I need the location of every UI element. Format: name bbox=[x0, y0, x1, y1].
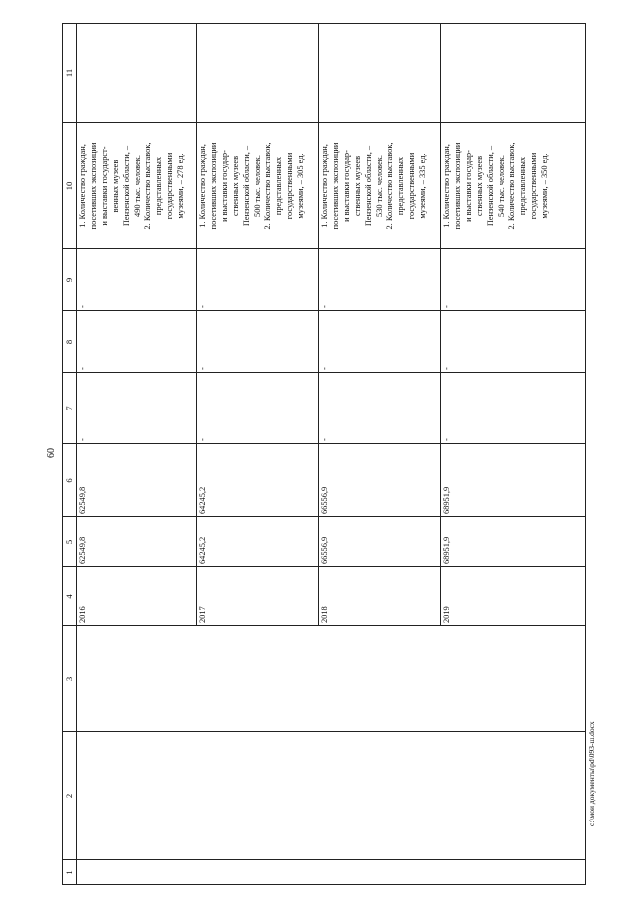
column-number: 9 bbox=[64, 277, 74, 283]
cell-value: - bbox=[198, 367, 207, 370]
cell-value: 62549,8 bbox=[78, 486, 87, 514]
cell-value: - bbox=[442, 367, 451, 370]
cell-value: 68951,9 bbox=[442, 536, 451, 564]
cell-value: - bbox=[78, 367, 87, 370]
row-year: 2017 bbox=[198, 606, 207, 623]
column-number: 4 bbox=[64, 594, 74, 599]
column-separator bbox=[62, 310, 586, 311]
data-table bbox=[62, 23, 586, 885]
column-separator bbox=[62, 625, 586, 626]
cell-value: - bbox=[442, 305, 451, 308]
indicator-description: 1. Количество граждан, посетивших экспозиции и выставки государ- ственных музеев Пензенской области, – 540 тыс. человек. 2. Количество выставок, представленных государственными музеями, – 350 ед. bbox=[442, 142, 550, 230]
cell-value: 66556,9 bbox=[320, 486, 329, 514]
column-separator bbox=[62, 122, 586, 123]
cell-value: - bbox=[320, 367, 329, 370]
cell-value: - bbox=[198, 305, 207, 308]
indicator-description: 1. Количество граждан, посетивших экспозиции и выставки государст- венных музеев Пензенской области, – 490 тыс. человек. 2. Количество выставок, представленных государственными музеями, – 278 ед. bbox=[78, 142, 186, 230]
cell-value: 64245,2 bbox=[198, 486, 207, 514]
column-number: 8 bbox=[64, 339, 74, 345]
cell-value: - bbox=[320, 305, 329, 308]
cell-value: - bbox=[320, 438, 329, 441]
cell-value: - bbox=[78, 305, 87, 308]
column-separator bbox=[62, 248, 586, 249]
column-number: 7 bbox=[64, 406, 74, 411]
column-number: 2 bbox=[64, 793, 74, 799]
indicator-description: 1. Количество граждан, посетивших экспозиции и выставки государ- ственных музеев Пензенской области, – 530 тыс. человек. 2. Количество выставок, представленных государственными музеями, – 335 ед. bbox=[320, 142, 428, 230]
table-border-bottom bbox=[585, 23, 586, 885]
table-border-start bbox=[62, 884, 586, 885]
row-year: 2016 bbox=[78, 606, 87, 623]
indicator-description: 1. Количество граждан, посетивших экспозиции и выставки государ- ственных музеев Пензенской области, – 500 тыс. человек. 2. Количество выставок, представленных государственными музеями, – 305 ед. bbox=[198, 142, 306, 230]
row-year: 2018 bbox=[320, 606, 329, 623]
column-separator bbox=[62, 443, 586, 444]
column-number: 3 bbox=[64, 676, 74, 682]
column-separator bbox=[62, 372, 586, 373]
column-separator bbox=[62, 566, 586, 567]
column-separator bbox=[62, 731, 586, 732]
column-number: 10 bbox=[64, 181, 74, 191]
cell-value: - bbox=[442, 438, 451, 441]
cell-value: - bbox=[78, 438, 87, 441]
header-separator bbox=[76, 23, 77, 885]
cell-value: 66556,9 bbox=[320, 536, 329, 564]
row-separator bbox=[440, 23, 441, 626]
row-separator bbox=[196, 23, 197, 626]
column-number: 1 bbox=[64, 870, 74, 875]
column-number: 6 bbox=[64, 478, 74, 483]
table-border-end bbox=[62, 23, 586, 24]
page-number: 60 bbox=[46, 448, 57, 458]
row-separator bbox=[318, 23, 319, 626]
row-year: 2019 bbox=[442, 606, 451, 623]
column-separator bbox=[62, 516, 586, 517]
file-path: c:\мои документы\pd\093-ш.docx bbox=[587, 721, 596, 826]
cell-value: 64245,2 bbox=[198, 536, 207, 564]
cell-value: 62549,8 bbox=[78, 536, 87, 564]
column-number: 5 bbox=[64, 539, 74, 545]
column-number: 11 bbox=[64, 68, 74, 78]
cell-value: - bbox=[198, 438, 207, 441]
column-separator bbox=[62, 859, 586, 860]
cell-value: 68951,9 bbox=[442, 486, 451, 514]
